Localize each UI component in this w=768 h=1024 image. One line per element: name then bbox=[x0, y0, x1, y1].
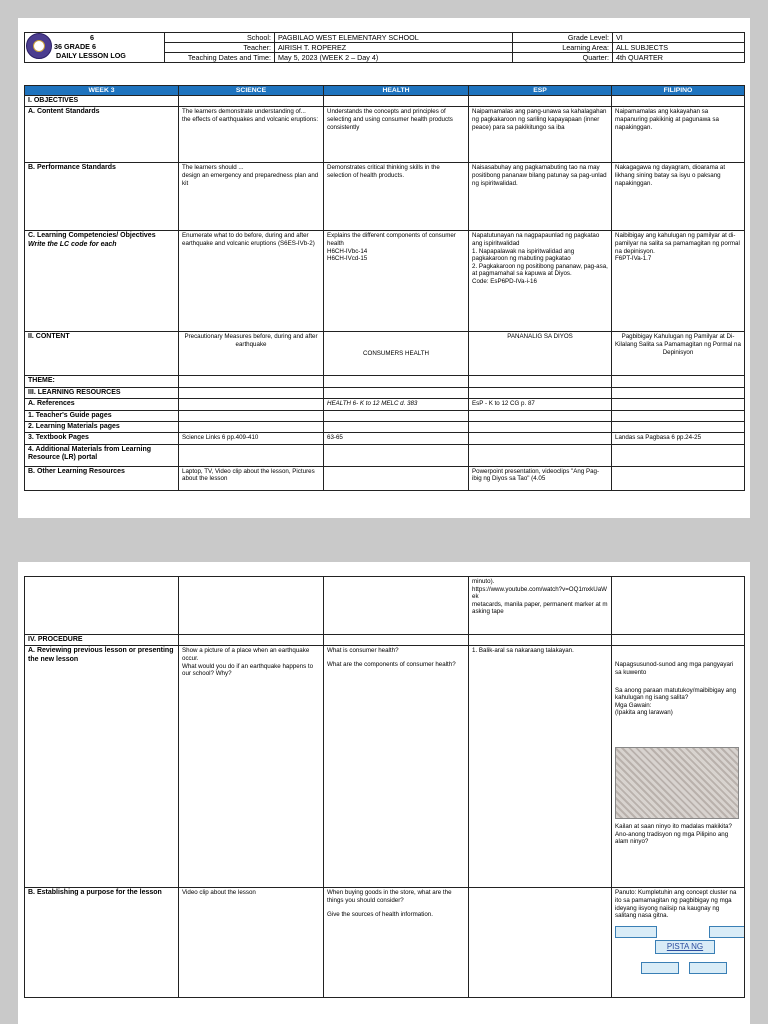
est-fil-instructions: Panuto: Kumpletuhin ang concept cluster na ito sa pamamagitan ng pagbibigay ng mga ideyang iisyong naiisip na kaugnay ng salitang nasa gitna. bbox=[615, 889, 737, 920]
logo-line-2: 36 GRADE 6 bbox=[54, 42, 96, 51]
theme-label: THEME: bbox=[25, 376, 179, 387]
teacher-label: Teacher: bbox=[165, 43, 275, 53]
content-esp: PANANALIG SA DIYOS bbox=[469, 332, 612, 376]
fiesta-picture bbox=[615, 747, 739, 819]
quarter-label: Quarter: bbox=[513, 53, 613, 63]
other-resources-label: B. Other Learning Resources bbox=[25, 466, 179, 490]
objectives-label: I. OBJECTIVES bbox=[25, 96, 179, 107]
content-science: Precautionary Measures before, during and after earthquake bbox=[179, 332, 324, 376]
header-table bbox=[24, 32, 745, 63]
additional-label: 4. Additional Materials from Learning Resource (LR) portal bbox=[25, 444, 179, 466]
lc-science: Enumerate what to do before, during and after earthquake and volcanic eruptions (S6ES-IVb-2) bbox=[179, 231, 324, 332]
reviewing-label: A. Reviewing previous lesson or presenting the new lesson bbox=[25, 646, 179, 888]
rev-filipino bbox=[612, 646, 745, 888]
other-science: Laptop, TV, Video clip about the lesson, Pictures about the lesson bbox=[179, 466, 324, 490]
competencies-subtitle: Write the LC code for each bbox=[28, 240, 117, 248]
ref-health: HEALTH 6- K to 12 MELC d. 383 bbox=[324, 399, 469, 410]
est-health-q1: When buying goods in the store, what are the things you should consider? bbox=[327, 889, 452, 904]
rev-esp: 1. Balik-aral sa nakaraang talakayan. bbox=[469, 646, 612, 888]
rev-science: Show a picture of a place when an earthquake occur. What would you do if an earthquake happens to our school? Why? bbox=[179, 646, 324, 888]
cluster-box-1 bbox=[615, 926, 657, 938]
textbook-label: 3. Textbook Pages bbox=[25, 433, 179, 444]
rev-fil-p1: Napagsusunod-sunod ang mga pangyayari sa kuwento bbox=[615, 661, 734, 676]
dates-label: Teaching Dates and Time: bbox=[165, 53, 275, 63]
rev-health bbox=[324, 646, 469, 888]
rev-health-q2: What are the components of consumer health? bbox=[327, 661, 456, 668]
rev-fil-p2: Sa anong paraan matutukoy/maibibigay ang kahulugan ng isang salita? Mga Gawain: (Ipakita ang larawan) bbox=[615, 686, 737, 717]
ps-filipino: Nakagagawa ng dayagram, dioarama at likhang sining batay sa isyu o paksang napakinggan. bbox=[612, 163, 745, 231]
page-2 bbox=[18, 562, 750, 1024]
cs-health: Understands the concepts and principles of selecting and using consumer health products consistently bbox=[324, 107, 469, 163]
lc-filipino: Naibibigay ang kahulugan ng pamilyar at di-pamilyar na salita sa pamamagitan ng pormal na depinisyon. F6PT-IVa-1.7 bbox=[612, 231, 745, 332]
tb-filipino: Landas sa Pagbasa 6 pp.24-25 bbox=[612, 433, 745, 444]
grade-label: Grade Level: bbox=[513, 33, 613, 43]
est-health-q2: Give the sources of health information. bbox=[327, 910, 433, 918]
ps-esp: Naisasabuhay ang pagkamabuting tao na may positibong pananaw bilang patunay sa pag-unlad ng ispiritwalidad. bbox=[469, 163, 612, 231]
quarter-value: 4th QUARTER bbox=[613, 53, 745, 63]
est-filipino bbox=[612, 888, 745, 998]
col-filipino: FILIPINO bbox=[612, 86, 745, 96]
concept-cluster bbox=[615, 926, 745, 976]
performance-standards-label: B. Performance Standards bbox=[25, 163, 179, 231]
tb-science: Science Links 6 pp.409-410 bbox=[179, 433, 324, 444]
dates-value: May 5, 2023 (WEEK 2 – Day 4) bbox=[275, 53, 513, 63]
lesson-table-2 bbox=[24, 576, 745, 998]
est-science: Video clip about the lesson bbox=[179, 888, 324, 998]
deped-seal-icon bbox=[26, 33, 52, 59]
cs-science: The learners demonstrate understanding of... the effects of earthquakes and volcanic eruptions: bbox=[179, 107, 324, 163]
page-1 bbox=[18, 18, 750, 518]
cs-filipino: Naipamamalas ang kakayahan sa mapanuring pakikinig at pagunawa sa napakinggan. bbox=[612, 107, 745, 163]
col-science: SCIENCE bbox=[179, 86, 324, 96]
cluster-box-3 bbox=[641, 962, 679, 974]
teachers-guide-label: 1. Teacher's Guide pages bbox=[25, 410, 179, 421]
content-label: II. CONTENT bbox=[25, 332, 179, 376]
competencies-label bbox=[25, 231, 179, 332]
content-health: CONSUMERS HEALTH bbox=[324, 332, 469, 376]
col-week: WEEK 3 bbox=[25, 86, 179, 96]
school-label: School: bbox=[165, 33, 275, 43]
cs-esp: Naipamamalas ang pang-unawa sa kahalagahan ng pagkakaroon ng sariling kapayapaan (inner peace) para sa pakikitungo sa iba bbox=[469, 107, 612, 163]
grade-value: VI bbox=[613, 33, 745, 43]
area-label: Learning Area: bbox=[513, 43, 613, 53]
learning-materials-label: 2. Learning Materials pages bbox=[25, 422, 179, 433]
establishing-label: B. Establishing a purpose for the lesson bbox=[25, 888, 179, 998]
content-filipino: Pagbibigay Kahulugan ng Pamilyar at Di-Kilalang Salita sa Pamamagitan ng Pormal na Depinisyon bbox=[612, 332, 745, 376]
area-value: ALL SUBJECTS bbox=[613, 43, 745, 53]
lc-health: Explains the different components of consumer health H6CH-IVbc-14 H6CH-IVcd-15 bbox=[324, 231, 469, 332]
lesson-table-1 bbox=[24, 85, 745, 491]
lc-esp: Napatutunayan na nagpapaunlad ng pagkatao ang ispiritwalidad 1. Napapalawak na ispiritwalidad ang pagkakaroon ng mabuting pagkatao 2. Pagkakaroon ng positibong pananaw, pag-asa, at pagmamahal sa kapuwa at Diyos. Code: EsP6PD-IVa-i-16 bbox=[469, 231, 612, 332]
teacher-value: AIRISH T. ROPEREZ bbox=[275, 43, 513, 53]
cluster-box-2 bbox=[709, 926, 745, 938]
content-standards-label: A. Content Standards bbox=[25, 107, 179, 163]
est-health bbox=[324, 888, 469, 998]
other-esp: Powerpoint presentation, videoclips "Ang Pag-ibig ng Diyos sa Tao" (4.05 bbox=[469, 466, 612, 490]
ps-science: The learners should ... design an emergency and preparedness plan and kit bbox=[179, 163, 324, 231]
ps-health: Demonstrates critical thinking skills in the selection of health products. bbox=[324, 163, 469, 231]
ref-esp: EsP - K to 12 CG p. 87 bbox=[469, 399, 612, 410]
col-health: HEALTH bbox=[324, 86, 469, 96]
resources-label: III. LEARNING RESOURCES bbox=[25, 387, 179, 398]
logo-cell bbox=[25, 33, 165, 63]
cluster-center: PISTA NG bbox=[655, 940, 715, 954]
esp-continued: minuto). https://www.youtube.com/watch?v=OQ1mxkUaWek metacards, manila paper, permanent marker at masking tape bbox=[469, 577, 612, 635]
procedure-label: IV. PROCEDURE bbox=[25, 635, 179, 646]
school-value: PAGBILAO WEST ELEMENTARY SCHOOL bbox=[275, 33, 513, 43]
logo-line-3: DAILY LESSON LOG bbox=[56, 51, 126, 60]
references-label: A. References bbox=[25, 399, 179, 410]
col-esp: ESP bbox=[469, 86, 612, 96]
logo-line-1: 6 bbox=[90, 33, 94, 42]
cluster-box-4 bbox=[689, 962, 727, 974]
competencies-title: C. Learning Competencies/ Objectives bbox=[28, 232, 156, 240]
rev-fil-p3: Kailan at saan ninyo ito madalas makikita? Ano-anong tradisyon ng mga Pilipino ang alam ninyo? bbox=[615, 822, 732, 846]
rev-health-q1: What is consumer health? bbox=[327, 647, 399, 655]
tb-health: 63-65 bbox=[324, 433, 469, 444]
